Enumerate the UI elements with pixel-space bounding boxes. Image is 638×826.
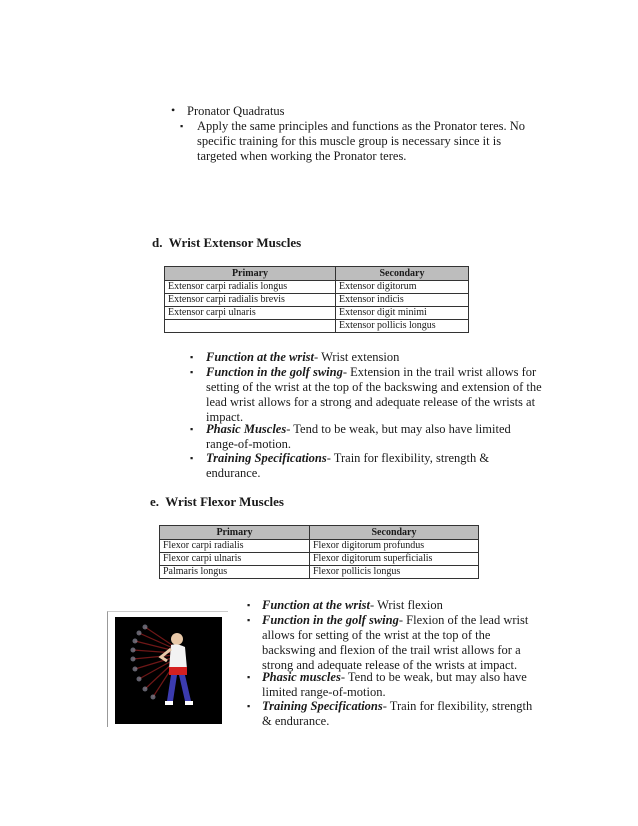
- column-header: Secondary: [336, 267, 469, 281]
- square-bullet: ▪: [247, 672, 251, 682]
- extensor-bullet-4-line: endurance.: [206, 466, 261, 480]
- square-bullet: ▪: [180, 121, 184, 131]
- extensor-bullet-2-line: lead wrist allows for a strong and adequate release of the wrists at: [206, 395, 536, 409]
- table-row: [165, 320, 469, 333]
- table-row: [165, 281, 469, 294]
- flexor-bullet-4: Training Specifications- Train for flexibility, strength: [262, 699, 533, 713]
- table-cell: Extensor digitorum: [336, 281, 469, 294]
- pronator-title: Pronator Quadratus: [187, 104, 285, 118]
- table-cell: Extensor indicis: [336, 294, 469, 307]
- table-row: [160, 553, 479, 566]
- golf-swing-image: [115, 617, 222, 724]
- square-bullet: ▪: [247, 701, 251, 711]
- table-cell: Flexor carpi radialis: [160, 540, 310, 553]
- table-cell: Extensor carpi ulnaris: [165, 307, 336, 320]
- round-bullet: •: [171, 103, 176, 117]
- golf-swing-image-frame: [107, 611, 228, 727]
- square-bullet: ▪: [247, 615, 251, 625]
- pronator-line-3: targeted when working the Pronator teres.: [197, 149, 407, 163]
- table-cell: Extensor pollicis longus: [336, 320, 469, 333]
- column-header: Primary: [160, 526, 310, 540]
- table-cell: Extensor carpi radialis longus: [165, 281, 336, 294]
- column-header: Primary: [165, 267, 336, 281]
- extensor-bullet-4: Training Specifications- Train for flexibility, strength &: [206, 451, 490, 465]
- flexor-bullet-2-line: strong and adequate release of the wrists at impact.: [262, 658, 518, 672]
- square-bullet: ▪: [190, 424, 194, 434]
- square-bullet: ▪: [190, 367, 194, 377]
- flexor-bullet-4-line: & endurance.: [262, 714, 330, 728]
- extensor-bullet-2-line: setting of the wrist at the top of the backswing and extension of the: [206, 380, 542, 394]
- table-row: [160, 566, 479, 579]
- flexor-bullet-1: Function at the wrist- Wrist flexion: [262, 598, 443, 612]
- extensor-bullet-3: Phasic Muscles- Tend to be weak, but may also have limited: [206, 422, 511, 436]
- flexor-bullet-3-line: limited range-of-motion.: [262, 685, 386, 699]
- square-bullet: ▪: [247, 600, 251, 610]
- flexor-bullet-2: Function in the golf swing- Flexion of the lead wrist: [262, 613, 529, 627]
- table-cell: Extensor digit minimi: [336, 307, 469, 320]
- table-cell: Palmaris longus: [160, 566, 310, 579]
- table-cell: Flexor carpi ulnaris: [160, 553, 310, 566]
- flexor-table: [159, 525, 479, 579]
- extensor-table: [164, 266, 469, 333]
- table-header-row: [160, 526, 479, 540]
- pronator-line-2: specific training for this muscle group is necessary since it is: [197, 134, 502, 148]
- table-cell: Flexor pollicis longus: [310, 566, 479, 579]
- table-cell: Flexor digitorum superficialis: [310, 553, 479, 566]
- table-row: [160, 540, 479, 553]
- extensor-bullet-3-line: range-of-motion.: [206, 437, 292, 451]
- extensor-bullet-2-line: impact.: [206, 410, 244, 424]
- extensor-bullet-1: Function at the wrist- Wrist extension: [206, 350, 400, 364]
- column-header: Secondary: [310, 526, 479, 540]
- pronator-line-1: Apply the same principles and functions as the Pronator teres. No: [197, 119, 526, 133]
- extensor-bullet-2: Function in the golf swing- Extension in the trail wrist allows for: [206, 365, 537, 379]
- square-bullet: ▪: [190, 453, 194, 463]
- table-row: [165, 294, 469, 307]
- table-cell: [165, 320, 336, 333]
- table-header-row: [165, 267, 469, 281]
- table-cell: Extensor carpi radialis brevis: [165, 294, 336, 307]
- flexor-bullet-3: Phasic muscles- Tend to be weak, but may also have: [262, 670, 527, 684]
- square-bullet: ▪: [190, 352, 194, 362]
- table-cell: Flexor digitorum profundus: [310, 540, 479, 553]
- golfer-illustration: [115, 617, 222, 724]
- extensor-heading: d. Wrist Extensor Muscles: [152, 235, 302, 250]
- flexor-bullet-2-line: backswing and flexion of the trail wrist allows for a: [262, 643, 521, 657]
- flexor-bullet-2-line: allows for setting of the wrist at the top of the: [262, 628, 491, 642]
- table-row: [165, 307, 469, 320]
- flexor-heading: e. Wrist Flexor Muscles: [150, 494, 284, 509]
